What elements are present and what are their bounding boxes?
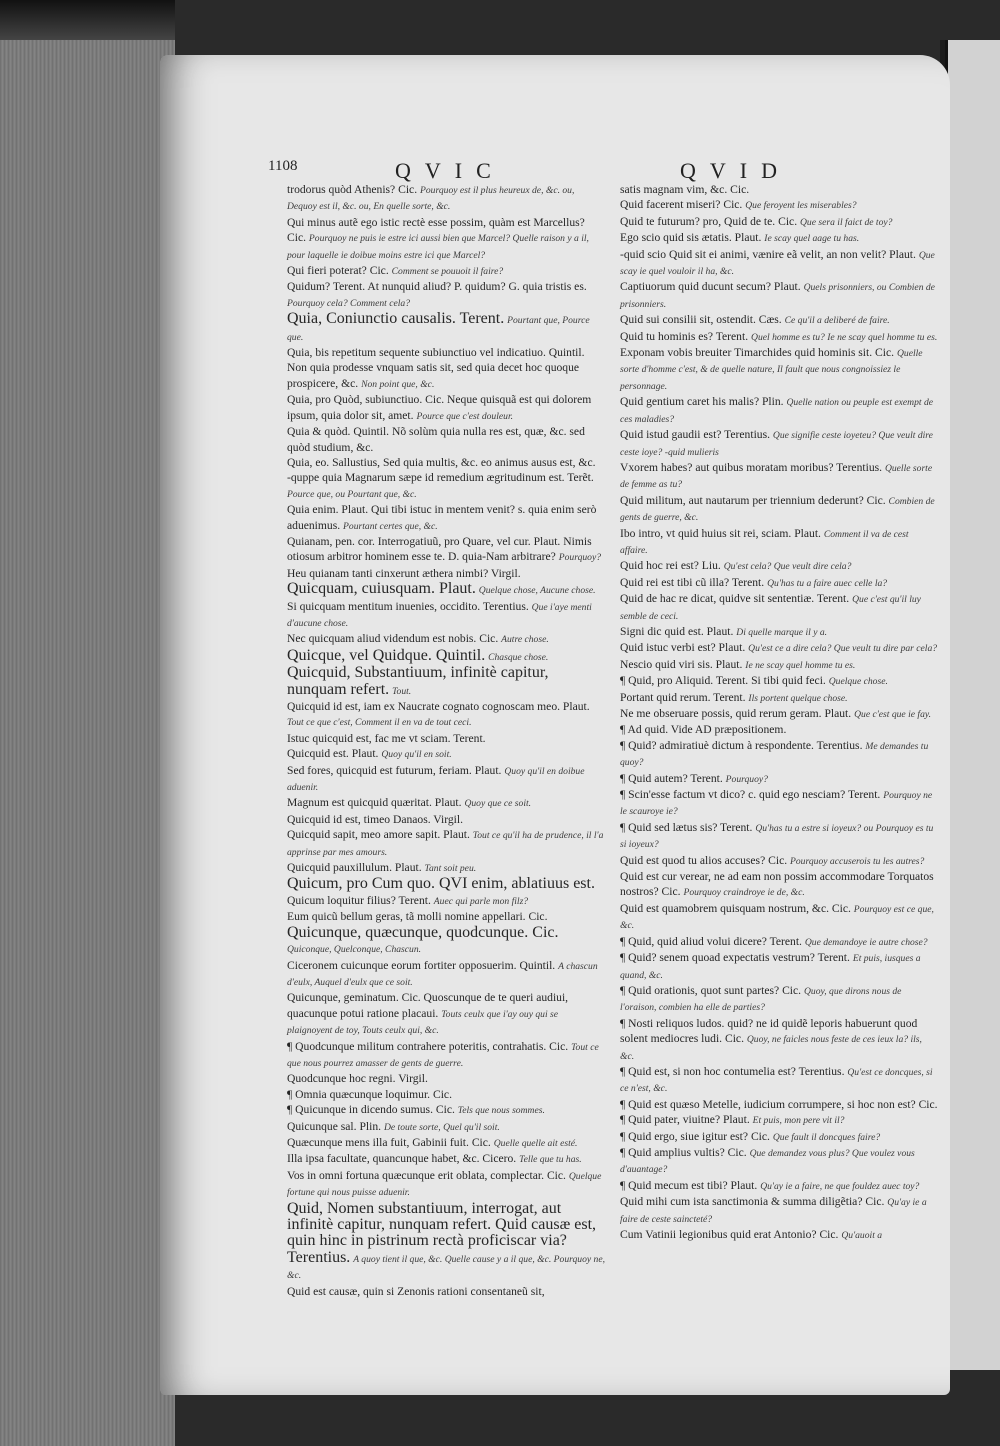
french-gloss: Quelle nation ou peuple est exempt de ces maladies? [620, 397, 934, 425]
french-gloss: Tout. [392, 685, 412, 697]
dictionary-entry [620, 869, 938, 901]
dictionary-entry [620, 493, 938, 526]
entry-text: ¶ Quid mecum est tibi? Plaut. [620, 1178, 758, 1192]
french-gloss: Pourquoy? [558, 552, 602, 564]
facing-page [945, 40, 1000, 1370]
right-column [620, 182, 938, 1243]
dictionary-entry [620, 591, 938, 624]
french-gloss: Que demandoye ie autre chose? [804, 936, 928, 948]
entry-text: Nescio quid viri sis. Plaut. [620, 657, 743, 671]
entry-text: Exponam vobis breuiter Timarchides quid hominis sit. Cic. [620, 346, 895, 360]
french-gloss: Pourquoy est il plus heureux de, &c. ou, Dequoy est il, &c. ou, En quelle sorte, &c. [287, 185, 575, 213]
entry-text: Quicquid pauxillulum. Plaut. [287, 861, 422, 875]
dictionary-entry [620, 1145, 938, 1178]
french-gloss: Qu'has tu a faire auec celle la? [767, 577, 888, 589]
dictionary-entry [620, 1227, 938, 1243]
entry-text: Illa ipsa facultate, quancunque habet, &c. Cicero. [287, 1152, 517, 1166]
entry-text: Quicum, pro Cum quo. QVI enim, ablatiuus est. [287, 875, 595, 893]
entry-text: Quid te futurum? pro, Quid de te. Cic. [620, 214, 798, 228]
entry-text: ¶ Quid? senem quoad expectatis vestrum? Terent. [620, 951, 850, 965]
entry-text: ¶ Quid, pro Aliquid. Terent. Si tibi quid feci. [620, 674, 826, 688]
dictionary-entry [620, 983, 938, 1016]
dictionary-entry [620, 427, 938, 460]
entry-text: Eum quicũ bellum geras, tã molli nomine appellari. Cic. [287, 910, 548, 924]
entry-text: Quid gentium caret his malis? Plin. [620, 395, 784, 409]
french-gloss: Tout ce qu'il ha de prudence, il l'a apprinse par mes amours. [287, 830, 604, 858]
dictionary-entry [287, 990, 605, 1038]
french-gloss: Pourquoy? [725, 773, 768, 785]
french-gloss: Quelle sorte de femme as tu? [620, 462, 933, 491]
left-column [287, 182, 605, 1299]
dictionary-entry [620, 247, 938, 280]
french-gloss: A chascun d'eulx, Auquel d'eulx que ce soit. [287, 960, 598, 988]
french-gloss: Pource que, ou Pourtant que, &c. [287, 488, 417, 500]
dictionary-entry [287, 699, 605, 731]
dictionary-entry [620, 934, 938, 950]
entry-text: Quid sui consilii sit, ostendit. Cæs. [620, 313, 782, 327]
entry-text: Quianam, pen. cor. Interrogatiuũ, pro Quare, vel cur. Plaut. Nimis otiosum arbitror hominem esse te. D. quia-Nam arbitrare? [287, 534, 592, 564]
entry-text: Quia, eo. Sallustius, Sed quia multis, &c. eo animus ausus est, &c. [287, 455, 596, 469]
dictionary-entry [620, 624, 938, 640]
dictionary-entry [287, 631, 605, 647]
entry-text: Captiuorum quid ducunt secum? Plaut. [620, 280, 801, 294]
dictionary-entry [287, 909, 605, 924]
entry-text: Quicquid, Substantiuum, infinitè capitur, nunquam refert. [287, 664, 549, 698]
french-gloss: Qu'has tu a estre si ioyeux? ou Pourquoy es tu si ioyeux? [620, 822, 934, 851]
french-gloss: Quelque chose. [828, 676, 888, 688]
entry-text: Cum Vatinii legionibus quid erat Antonio? Cic. [620, 1228, 839, 1241]
page-number: 1108 [268, 158, 298, 174]
dictionary-entry [620, 575, 938, 591]
entry-text: Quia enim. Plaut. Qui tibi istuc in mentem venit? s. quia enim serò aduenimus. [287, 503, 597, 532]
french-gloss: Que feroyent les miserables? [745, 200, 857, 212]
entry-text: Quodcunque hoc regni. Virgil. [287, 1072, 428, 1086]
dictionary-entry [287, 1201, 605, 1284]
entry-text: ¶ Quid orationis, quot sunt partes? Cic. [620, 983, 802, 997]
dictionary-entry [287, 958, 605, 991]
french-gloss: De toute sorte, Quel qu'il soit. [383, 1121, 500, 1133]
entry-text: Qui fieri poterat? Cic. [287, 264, 389, 278]
dictionary-entry [620, 787, 938, 820]
dictionary-entry [287, 182, 605, 215]
french-gloss: Qu'auoit a [841, 1230, 883, 1241]
entry-text: Ciceronem cuicunque eorum fortiter opposuerim. Quintil. [287, 958, 556, 972]
french-gloss: Que fault il doncques faire? [772, 1131, 881, 1143]
entry-text: Quia, bis repetitum sequente subiunctiuo vel indicatiuo. Quintil. Non quia prodesse vnquam satis sit, sed quia decet hoc quoque prospicere, &c. [287, 346, 585, 390]
entry-text: ¶ Nosti reliquos ludos. quid? ne id quidẽ leporis habuerunt quod solent mediocres ludi. Cic. [620, 1016, 918, 1046]
french-gloss: Tels que nous sommes. [457, 1105, 545, 1117]
entry-text: Portant quid rerum. Terent. [620, 690, 746, 704]
dictionary-entry [287, 311, 605, 345]
entry-text: Istuc quicquid est, fac me vt sciam. Terent. [287, 731, 486, 745]
entry-text: Quidum? Terent. At nunquid aliud? P. quidum? G. quia tristis es. [287, 280, 587, 294]
french-gloss: Quel homme es tu? Ie ne scay quel homme tu es. [751, 331, 938, 343]
running-head-left: QVIC [395, 158, 505, 183]
french-gloss: Tout ce que nous pourrez amasser de gents de guerre. [287, 1041, 599, 1069]
dictionary-entry [287, 876, 605, 892]
french-gloss: Qu'est ce a dire cela? Que veult tu dire par cela? [748, 643, 938, 655]
entry-text: ¶ Omnia quæcunque loquimur. Cic. [287, 1087, 452, 1101]
dictionary-entry [287, 581, 605, 598]
dictionary-entry [620, 901, 938, 934]
dictionary-entry [287, 424, 605, 455]
dictionary-entry [287, 599, 605, 632]
french-gloss: Quoy qu'il en soit. [381, 749, 452, 761]
entry-text: ¶ Quid sed lætus sis? Terent. [620, 820, 753, 834]
french-gloss: Quoy, que dirons nous de l'oraison, combien ha elle de parties? [620, 985, 902, 1014]
dictionary-entry [620, 230, 938, 246]
dictionary-entry [620, 1016, 938, 1064]
dictionary-entry [287, 795, 605, 811]
french-gloss: Quelle quelle ait esté. [493, 1137, 578, 1149]
entry-text: Heu quianam tanti cinxerunt æthera nimbi? Virgil. [287, 566, 521, 580]
french-gloss: Telle que tu has. [519, 1154, 582, 1166]
french-gloss: Quoy, ne faicles nous feste de ces ieux la? ils, &c. [620, 1034, 922, 1062]
dictionary-entry [620, 853, 938, 869]
french-gloss: Et puis, iusques a quand, &c. [620, 953, 921, 981]
entry-text: Sed fores, quicquid est futurum, feriam. Plaut. [287, 763, 502, 777]
dictionary-entry [620, 738, 938, 771]
dictionary-entry [287, 827, 605, 860]
french-gloss: Quelque chose, Aucune chose. [478, 585, 596, 597]
french-gloss: Qu'est ce doncques, si ce n'est, &c. [620, 1066, 933, 1095]
french-gloss: Quels prisonniers, ou Combien de prisonniers. [620, 282, 935, 310]
entry-text: Quicquam, cuiusquam. Plaut. [287, 580, 476, 598]
dictionary-entry [287, 812, 605, 827]
french-gloss: Qu'ay ie a faire, ne que fouldez auec toy? [760, 1180, 920, 1192]
entry-text: Qui minus autẽ ego istic rectè esse possim, quàm est Marcellus? Cic. [287, 215, 585, 245]
french-gloss: Et puis, mon pere vit il? [752, 1115, 845, 1127]
dictionary-entry [287, 665, 605, 699]
dictionary-entry [287, 502, 605, 534]
french-gloss: Pourquoy cela? Comment cela? [287, 297, 410, 309]
dictionary-entry [620, 1129, 938, 1145]
french-gloss: Me demandes tu quoy? [620, 740, 929, 769]
dictionary-entry [620, 214, 938, 230]
dictionary-entry [620, 312, 938, 328]
french-gloss: Ie ne scay quel homme tu es. [745, 659, 856, 671]
french-gloss: Pourquoy accuserois tu les autres? [790, 855, 925, 867]
entry-text: Quid hoc rei est? Liu. [620, 559, 721, 573]
dictionary-entry [287, 215, 605, 263]
dictionary-entry [620, 182, 938, 197]
dictionary-entry [287, 534, 605, 566]
entry-text: -quppe quia Magnarum sæpe id remedium ægritudinum est. Terẽt. [287, 471, 594, 485]
french-gloss: Quiconque, Quelconque, Chascun. [287, 944, 422, 956]
entry-text: ¶ Quid est, si non hoc contumelia est? Terentius. [620, 1064, 845, 1078]
french-gloss: Quelque fortune qui nous puisse aduenir. [287, 1170, 602, 1199]
french-gloss: Pource que c'est douleur. [416, 410, 514, 422]
entry-text: Quid est quamobrem quisquam nostrum, &c. Cic. [620, 901, 851, 915]
dictionary-entry [620, 820, 938, 853]
book-top-shadow [0, 0, 175, 40]
french-gloss: Chasque chose. [488, 651, 549, 663]
dictionary-entry [620, 1194, 938, 1227]
french-gloss: Que c'est que ie fay. [854, 709, 932, 720]
french-gloss: Tant soit peu. [424, 863, 477, 875]
entry-text: Quid rei est tibi cũ illa? Terent. [620, 575, 765, 589]
french-gloss: Quoy que ce soit. [464, 798, 532, 810]
entry-text: ¶ Quodcunque militum contrahere poteritis, contrahatis. Cic. [287, 1039, 569, 1053]
entry-text: Quid mihi cum ista sanctimonia & summa diligẽtia? Cic. [620, 1195, 885, 1209]
entry-text: Vos in omni fortuna quæcunque erit oblata, complectar. Cic. [287, 1168, 566, 1182]
entry-text: ¶ Quid est quæso Metelle, iudicium corrumpere, si hoc non est? Cic. [620, 1097, 938, 1111]
entry-text: ¶ Ad quid. Vide AD præpositionem. [620, 723, 787, 737]
entry-text: ¶ Quid? admiratiuè dictum à respondente. Terentius. [620, 738, 863, 752]
french-gloss: Comment il va de cest affaire. [620, 528, 909, 556]
french-gloss: Pourtant que, Pource que. [287, 315, 590, 343]
dictionary-entry [620, 640, 938, 656]
book-page-edges [0, 0, 175, 1446]
entry-text: Ne me obseruare possis, quid rerum geram. Plaut. [620, 707, 852, 720]
dictionary-entry [620, 558, 938, 574]
french-gloss: Pourquoy craindroye ie de, &c. [683, 887, 805, 899]
entry-text: satis magnam vim, &c. Cic. [620, 183, 750, 196]
entry-text: ¶ Quid pater, viuitne? Plaut. [620, 1113, 750, 1127]
dictionary-entry [620, 394, 938, 427]
entry-text: Si quicquam mentitum inuenies, occidito. Terentius. [287, 599, 529, 613]
french-gloss: Non point que, &c. [361, 378, 435, 390]
running-head-right: QVID [680, 158, 791, 183]
entry-text: ¶ Quid, quid aliud volui dicere? Terent. [620, 934, 802, 948]
french-gloss: Pourquoy ne le scauroye ie? [620, 790, 933, 818]
entry-text: Quia, pro Quòd, subiunctiuo. Cic. Neque quisquã est qui dolorem ipsum, quia dolor sit, amet. [287, 393, 592, 422]
entry-text: Quid de hac re dicat, quidve sit sententiæ. Terent. [620, 592, 850, 606]
entry-text: Signi dic quid est. Plaut. [620, 624, 734, 638]
entry-text: -quid scio Quid sit ei animi, vænire eã velit, an non velit? Plaut. [620, 247, 916, 261]
dictionary-entry [287, 392, 605, 424]
dictionary-entry [287, 1102, 605, 1118]
dictionary-entry [620, 657, 938, 673]
dictionary-entry [287, 1071, 605, 1086]
french-gloss: Quelle sorte d'homme c'est, & de quelle nature, Il fault que nous congnoissiez le personnage. [620, 348, 923, 392]
entry-text: Quid, Nomen substantiuum, interrogat, aut infinitè capitur, nunquam refert. Quid causæ est, quin hinc in pistrinum rectà proficiscar via? Terentius. [287, 1199, 597, 1266]
entry-text: ¶ Quid autem? Terent. [620, 771, 723, 785]
dictionary-entry [287, 763, 605, 796]
entry-text: Quicquid id est, timeo Danaos. Virgil. [287, 812, 463, 826]
entry-text: Quia, Coniunctio causalis. Terent. [287, 310, 505, 328]
dictionary-entry [620, 690, 938, 706]
dictionary-entry [287, 746, 605, 762]
dictionary-entry [287, 279, 605, 311]
entry-text: Quicquid sapit, meo amore sapit. Plaut. [287, 828, 470, 842]
french-gloss: Que c'est qu'il luy semble de ceci. [620, 594, 921, 622]
entry-text: Quicunque, quæcunque, quodcunque. Cic. [287, 923, 559, 941]
french-gloss: Que scay ie quel vouloir il ha, &c. [620, 249, 935, 278]
entry-text: Ego scio quid sis ætatis. Plaut. [620, 231, 762, 245]
french-gloss: A quoy tient il que, &c. Quelle cause y a il que, &c. Pourquoy ne, &c. [287, 1253, 605, 1282]
entry-text: Quicum loquitur filius? Terent. [287, 893, 431, 907]
french-gloss: Pourquoy ne puis ie estre ici aussi bien que Marcel? Quelle raison y a il, pour laquelle ie doibue moins estre ici que Marcel? [287, 233, 589, 261]
french-gloss: Tout ce que c'est, Comment il en va de tout ceci. [287, 717, 472, 729]
french-gloss: Quoy qu'il en doibue aduenir. [287, 765, 585, 794]
entry-text: Quid istuc verbi est? Plaut. [620, 641, 746, 655]
entry-text: Quicquid id est, iam ex Naucrate cognato cognoscam meo. Plaut. [287, 700, 590, 713]
dictionary-entry [620, 460, 938, 493]
entry-text: Ibo intro, vt quid huius sit rei, sciam. Plaut. [620, 526, 821, 540]
french-gloss: Touts ceulx que i'ay ouy qui se plaignoyent de toy, Touts ceulx qui, &c. [287, 1008, 559, 1037]
dictionary-entry [620, 673, 938, 689]
entry-text: Quicquid est. Plaut. [287, 747, 379, 761]
dictionary-entry [620, 722, 938, 737]
french-gloss: Que signifie ceste ioyeteu? Que veult dire ceste ioye? -quid mulieris [620, 430, 933, 458]
dictionary-entry [620, 329, 938, 345]
french-gloss: Que i'aye menti d'aucune chose. [287, 601, 592, 629]
entry-text: ¶ Quid amplius vultis? Cic. [620, 1145, 747, 1159]
entry-text: Vxorem habes? aut quibus moratam moribus? Terentius. [620, 460, 883, 474]
dictionary-entry [287, 566, 605, 581]
entry-text: trodorus quòd Athenis? Cic. [287, 183, 418, 196]
entry-text: Quicunque, geminatum. Cic. Quoscunque de te queri audiui, quacunque potui ratione placaui. [287, 991, 569, 1020]
dictionary-entry [620, 771, 938, 787]
dictionary-entry [287, 470, 605, 502]
dictionary-entry [620, 197, 938, 213]
dictionary-entry [287, 345, 605, 392]
entry-text: ¶ Scin'esse factum vt dico? c. quid ego nesciam? Terent. [620, 788, 881, 802]
entry-text: ¶ Quicunque in dicendo sumus. Cic. [287, 1103, 455, 1117]
dictionary-entry [287, 1087, 605, 1102]
french-gloss: Pourtant certes que, &c. [343, 520, 438, 532]
dictionary-entry [620, 345, 938, 394]
entry-text: ¶ Quid ergo, siue igitur est? Cic. [620, 1129, 770, 1143]
entry-text: Quid est cur verear, ne ad eam non possim accommodare Torquatos nostros? Cic. [620, 870, 934, 899]
entry-text: Quid militum, aut nautarum per triennium dederunt? Cic. [620, 493, 886, 507]
french-gloss: Di quelle marque il y a. [736, 626, 828, 638]
entry-text: Quid est quod tu alios accuses? Cic. [620, 853, 788, 867]
dictionary-entry [287, 1168, 605, 1201]
dictionary-entry [287, 1119, 605, 1135]
dictionary-entry [620, 526, 938, 559]
entry-text: Quia & quòd. Quintil. Nõ solùm quia nulla res est, quæ, &c. sed quòd studium, &c. [287, 425, 585, 454]
dictionary-entry [287, 1039, 605, 1072]
entry-text: Quicque, vel Quidque. Quintil. [287, 646, 486, 664]
dictionary-entry [287, 860, 605, 876]
french-gloss: Qu'ay ie a faire de ceste saincteté? [620, 1197, 927, 1225]
dictionary-entry [287, 731, 605, 746]
entry-text: Nec quicquam aliud videndum est nobis. Cic. [287, 632, 499, 646]
dictionary-entry [620, 706, 938, 722]
entry-text: Quid istud gaudii est? Terentius. [620, 428, 770, 442]
dictionary-entry [287, 263, 605, 279]
dictionary-entry [620, 1097, 938, 1112]
entry-text: Quid facerent miseri? Cic. [620, 198, 743, 212]
dictionary-entry [287, 455, 605, 470]
dictionary-entry [287, 1151, 605, 1167]
french-gloss: Auec qui parle mon filz? [433, 895, 529, 907]
dictionary-entry [287, 1135, 605, 1151]
french-gloss: Comment se pouuoit il faire? [391, 266, 504, 278]
french-gloss: Ie scay quel aage tu has. [764, 233, 860, 245]
french-gloss: Autre chose. [501, 634, 549, 646]
dictionary-entry [620, 1178, 938, 1194]
french-gloss: Ce qu'il a deliberé de faire. [784, 315, 890, 327]
entry-text: Quid est causæ, quin si Zenonis rationi consentaneũ sit, [287, 1284, 545, 1298]
dictionary-entry [287, 1284, 605, 1299]
entry-text: Magnum est quicquid quæritat. Plaut. [287, 796, 462, 810]
entry-text: Quid tu hominis es? Terent. [620, 329, 749, 343]
french-gloss: Que demandez vous plus? Que voulez vous d'auantage? [620, 1147, 915, 1176]
french-gloss: Ils portent quelque chose. [748, 692, 848, 704]
dictionary-entry [287, 925, 605, 958]
dictionary-entry [620, 1112, 938, 1128]
dictionary-entry [620, 950, 938, 983]
dictionary-entry [287, 648, 605, 665]
french-gloss: Que sera il faict de toy? [800, 216, 893, 228]
dictionary-entry [620, 279, 938, 312]
dictionary-entry [287, 893, 605, 909]
entry-text: Quicunque sal. Plin. [287, 1119, 382, 1133]
french-gloss: Qu'est cela? Que veult dire cela? [723, 561, 852, 573]
french-gloss: Combien de gents de guerre, &c. [620, 495, 935, 524]
french-gloss: Pourquoy est ce que, &c. [620, 903, 934, 932]
entry-text: Quæcunque mens illa fuit, Gabinii fuit. Cic. [287, 1135, 491, 1149]
dictionary-entry [620, 1064, 938, 1097]
